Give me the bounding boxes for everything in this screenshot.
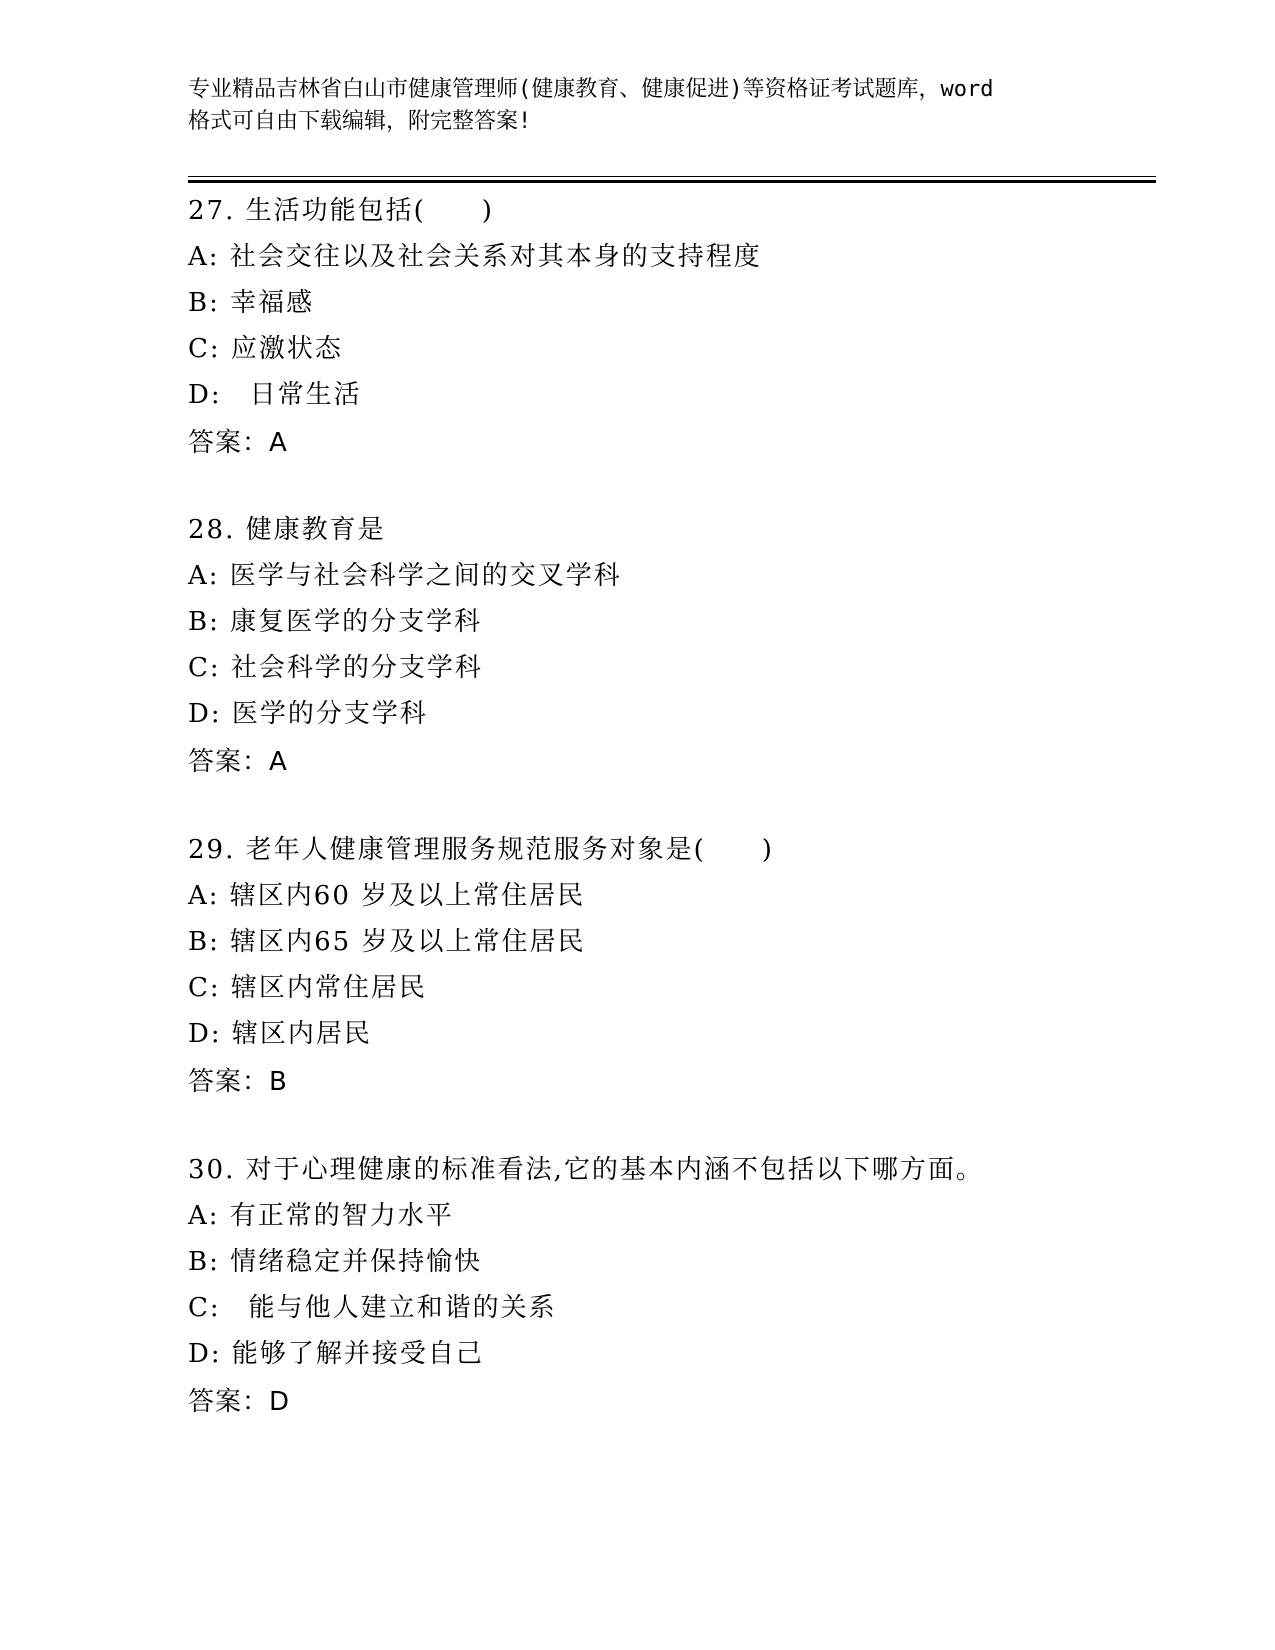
option-c: C: 应激状态 [188,334,343,364]
question-30 [188,1150,1148,1426]
question-title: 30. 对于心理健康的标准看法,它的基本内涵不包括以下哪方面。 [188,1155,984,1185]
header-line-1: 专业精品吉林省白山市健康管理师(健康教育、健康促进)等资格证考试题库，word [188,77,994,102]
option-d: D: 日常生活 [188,380,362,410]
question-title: 27. 生活功能包括( ) [188,196,494,226]
header-divider-thick [188,180,1156,183]
option-d: D: 辖区内居民 [188,1019,372,1049]
question-title: 29. 老年人健康管理服务规范服务对象是( ) [188,835,774,865]
option-a: A: 有正常的智力水平 [188,1201,454,1231]
question-27 [188,191,1148,467]
question-title: 28. 健康教育是 [188,515,386,545]
question-29 [188,830,1148,1106]
option-b: B: 情绪稳定并保持愉快 [188,1247,483,1277]
answer-line: 答案：D [188,1387,291,1417]
option-b: B: 幸福感 [188,288,315,318]
option-c: C: 辖区内常住居民 [188,973,427,1003]
option-d: D: 能够了解并接受自己 [188,1339,484,1369]
header-divider-thin [188,176,1156,177]
document-header [188,74,1088,138]
option-d: D: 医学的分支学科 [188,699,428,729]
option-b: B: 辖区内65 岁及以上常住居民 [188,927,586,957]
option-a: A: 辖区内60 岁及以上常住居民 [188,881,586,911]
answer-line: 答案：A [188,747,288,777]
option-a: A: 社会交往以及社会关系对其本身的支持程度 [188,242,762,272]
answer-line: 答案：B [188,1067,288,1097]
option-c: C: 社会科学的分支学科 [188,653,483,683]
answer-line: 答案：A [188,428,288,458]
option-b: B: 康复医学的分支学科 [188,607,483,637]
header-line-2: 格式可自由下载编辑，附完整答案! [188,109,532,134]
option-c: C: 能与他人建立和谐的关系 [188,1293,557,1323]
question-28 [188,510,1148,786]
option-a: A: 医学与社会科学之间的交叉学科 [188,561,622,591]
